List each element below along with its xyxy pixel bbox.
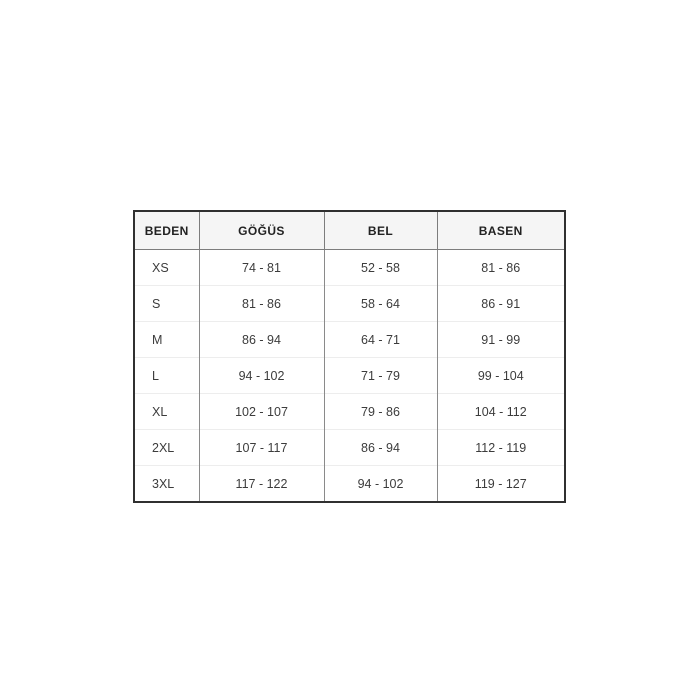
- size-cell: S: [134, 286, 199, 322]
- hips-cell: 99 - 104: [437, 358, 565, 394]
- chest-cell: 107 - 117: [199, 430, 324, 466]
- table-row: [134, 466, 565, 503]
- table-row: [134, 394, 565, 430]
- size-cell: L: [134, 358, 199, 394]
- hips-cell: 81 - 86: [437, 250, 565, 286]
- chest-cell: 117 - 122: [199, 466, 324, 503]
- size-cell: XS: [134, 250, 199, 286]
- waist-cell: 79 - 86: [324, 394, 437, 430]
- header-cell-chest: GÖĞÜS: [199, 211, 324, 250]
- waist-cell: 71 - 79: [324, 358, 437, 394]
- hips-cell: 104 - 112: [437, 394, 565, 430]
- waist-cell: 94 - 102: [324, 466, 437, 503]
- size-cell: 2XL: [134, 430, 199, 466]
- hips-cell: 91 - 99: [437, 322, 565, 358]
- size-chart-table: [133, 210, 566, 503]
- table-row: [134, 250, 565, 286]
- header-row: [134, 211, 565, 250]
- waist-cell: 86 - 94: [324, 430, 437, 466]
- size-cell: 3XL: [134, 466, 199, 503]
- chest-cell: 74 - 81: [199, 250, 324, 286]
- header-cell-size: BEDEN: [134, 211, 199, 250]
- hips-cell: 112 - 119: [437, 430, 565, 466]
- size-cell: XL: [134, 394, 199, 430]
- table-row: [134, 286, 565, 322]
- table-row: [134, 322, 565, 358]
- chest-cell: 81 - 86: [199, 286, 324, 322]
- waist-cell: 58 - 64: [324, 286, 437, 322]
- header-cell-waist: BEL: [324, 211, 437, 250]
- chest-cell: 86 - 94: [199, 322, 324, 358]
- waist-cell: 64 - 71: [324, 322, 437, 358]
- header-cell-hips: BASEN: [437, 211, 565, 250]
- hips-cell: 86 - 91: [437, 286, 565, 322]
- waist-cell: 52 - 58: [324, 250, 437, 286]
- hips-cell: 119 - 127: [437, 466, 565, 503]
- chest-cell: 94 - 102: [199, 358, 324, 394]
- table-row: [134, 358, 565, 394]
- size-cell: M: [134, 322, 199, 358]
- table-row: [134, 430, 565, 466]
- chest-cell: 102 - 107: [199, 394, 324, 430]
